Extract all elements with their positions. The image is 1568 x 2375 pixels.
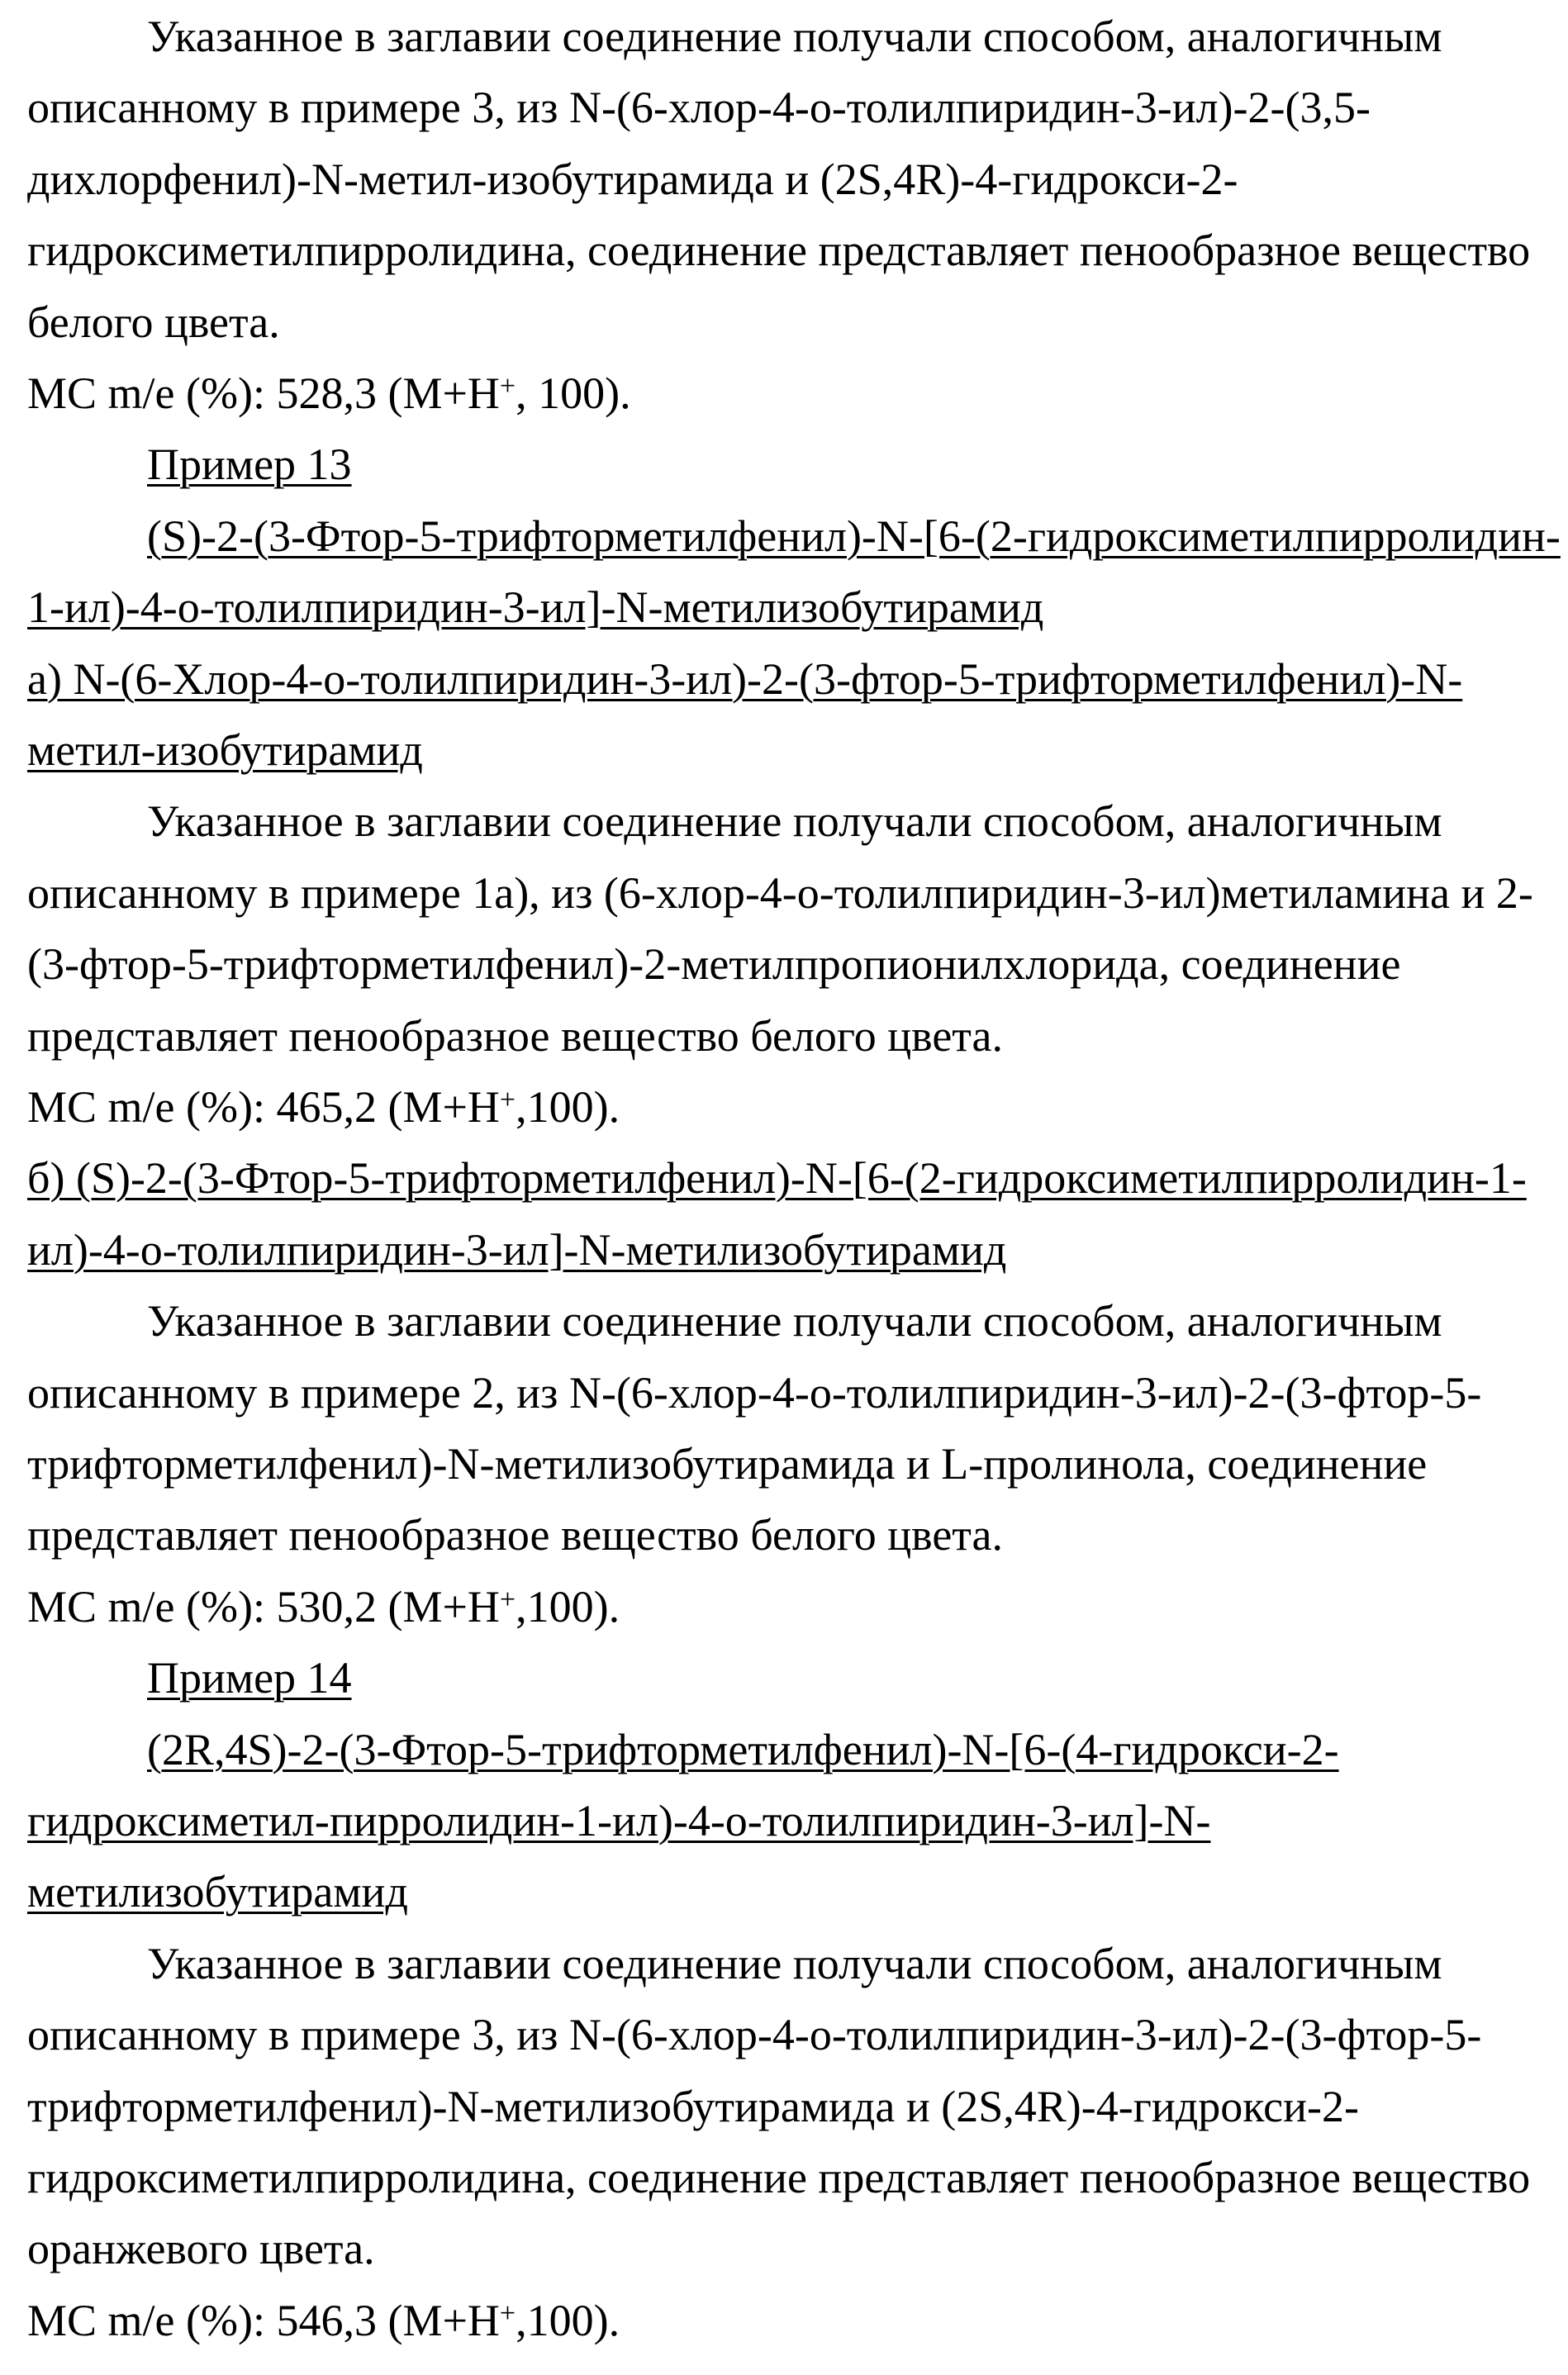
ms-text-end: ,100). [516, 1582, 620, 1632]
heading-line: 1-ил)-4-о-толилпиридин-3-ил]-N-метилизобутирамид [27, 582, 1043, 632]
ms-text-end: , 100). [516, 368, 630, 418]
text-line: описанному в примере 1а), из (6-хлор-4-о-толилпиридин-3-ил)метиламина и 2- [27, 868, 1533, 918]
ms-superscript: + [500, 2298, 516, 2329]
heading-line: метилизобутирамид [27, 1867, 408, 1917]
text-line: дихлорфенил)-N-метил-изобутирамида и (2S,4R)-4-гидрокси-2- [27, 154, 1238, 204]
ms-text: MC m/e (%): 528,3 (M+H [27, 368, 500, 418]
mass-spec-line [27, 2296, 620, 2345]
text-line: белого цвета. [27, 297, 280, 347]
ms-text-end: ,100). [516, 1082, 620, 1132]
text-line: трифторметилфенил)-N-метилизобутирамида и L-пролинола, соединение [27, 1439, 1427, 1489]
ms-superscript: + [500, 1584, 516, 1615]
heading-line: гидроксиметил-пирролидин-1-ил)-4-о-толилпиридин-3-ил]-N- [27, 1796, 1210, 1845]
mass-spec-line [27, 1582, 620, 1632]
mass-spec-line [27, 368, 631, 418]
text-line: Указанное в заглавии соединение получали способом, аналогичным [147, 796, 1442, 846]
mass-spec-line [27, 1082, 620, 1132]
text-line: (3-фтор-5-трифторметилфенил)-2-метилпропионилхлорида, соединение [27, 939, 1400, 989]
ms-text: MC m/e (%): 465,2 (M+H [27, 1082, 500, 1132]
text-line: гидроксиметилпирролидина, соединение представляет пенообразное вещество [27, 226, 1530, 275]
heading-line: б) (S)-2-(3-Фтор-5-трифторметилфенил)-N-[6-(2-гидроксиметилпирролидин-1- [27, 1153, 1527, 1203]
text-line: описанному в примере 3, из N-(6-хлор-4-о-толилпиридин-3-ил)-2-(3,5- [27, 83, 1371, 132]
heading-line: а) N-(6-Хлор-4-о-толилпиридин-3-ил)-2-(3-фтор-5-трифторметилфенил)-N- [27, 654, 1462, 704]
text-line: представляет пенообразное вещество белого цвета. [27, 1011, 1003, 1061]
text-line: оранжевого цвета. [27, 2224, 375, 2273]
ms-superscript: + [500, 371, 516, 401]
ms-superscript: + [500, 1085, 516, 1115]
text-line: трифторметилфенил)-N-метилизобутирамида и (2S,4R)-4-гидрокси-2- [27, 2082, 1359, 2131]
text-line: представляет пенообразное вещество белого цвета. [27, 1510, 1003, 1560]
text-line: гидроксиметилпирролидина, соединение представляет пенообразное вещество [27, 2153, 1530, 2202]
ms-text: MC m/e (%): 546,3 (M+H [27, 2296, 500, 2345]
heading-line: Пример 14 [147, 1653, 352, 1703]
heading-line: Пример 13 [147, 439, 352, 489]
ms-text-end: ,100). [516, 2296, 620, 2345]
text-line: описанному в примере 3, из N-(6-хлор-4-о-толилпиридин-3-ил)-2-(3-фтор-5- [27, 2010, 1481, 2059]
heading-line: метил-изобутирамид [27, 725, 423, 775]
text-line: Указанное в заглавии соединение получали способом, аналогичным [147, 1939, 1442, 1988]
heading-line: (2R,4S)-2-(3-Фтор-5-трифторметилфенил)-N-[6-(4-гидрокси-2- [147, 1725, 1339, 1774]
ms-text: MC m/e (%): 530,2 (M+H [27, 1582, 500, 1632]
text-line: Указанное в заглавии соединение получали способом, аналогичным [147, 1296, 1442, 1346]
heading-line: ил)-4-о-толилпиридин-3-ил]-N-метилизобутирамид [27, 1225, 1006, 1275]
text-line: Указанное в заглавии соединение получали способом, аналогичным [147, 12, 1442, 61]
text-line: описанному в примере 2, из N-(6-хлор-4-о-толилпиридин-3-ил)-2-(3-фтор-5- [27, 1368, 1481, 1418]
heading-line: (S)-2-(3-Фтор-5-трифторметилфенил)-N-[6-(2-гидроксиметилпирролидин- [147, 511, 1561, 561]
